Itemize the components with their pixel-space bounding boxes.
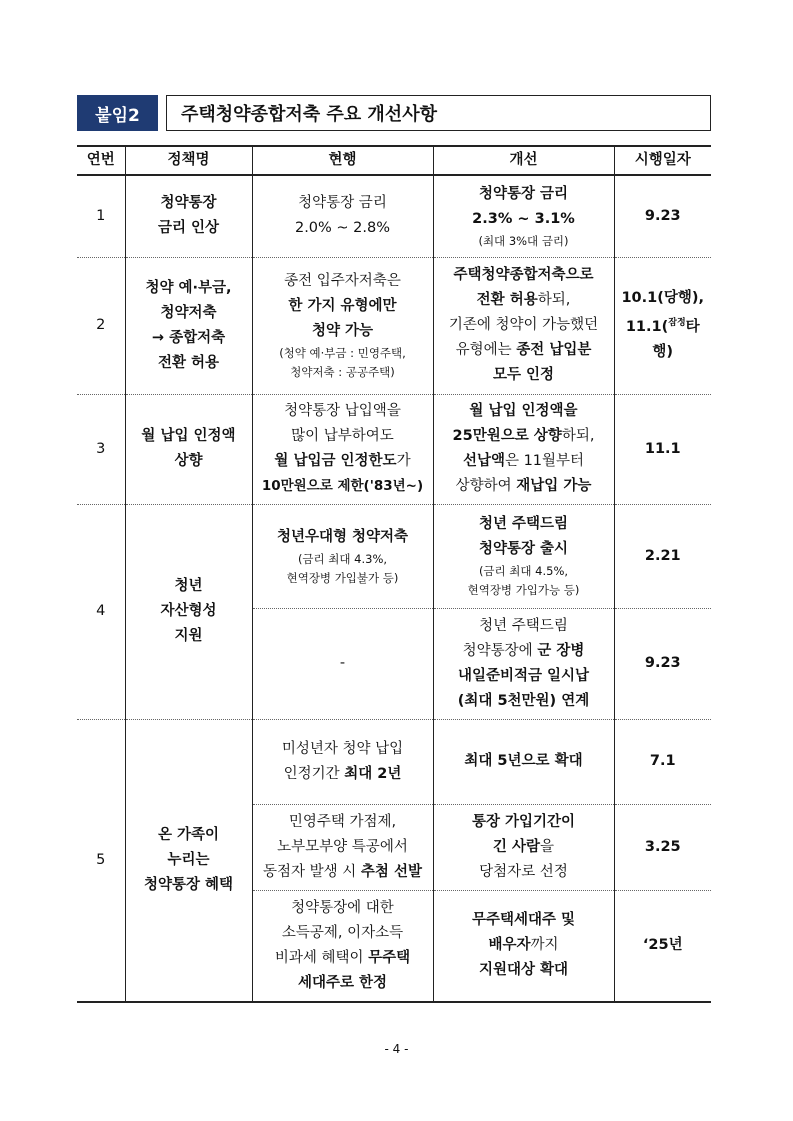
effective-date: 9.23 xyxy=(614,175,711,257)
improved-cell: 주택청약종합저축으로 전환 허용하되, 기존에 청약이 가능했던 유형에는 종전 납입분 모두 인정 xyxy=(433,257,614,394)
improved-cell: 무주택세대주 및 배우자까지 지원대상 확대 xyxy=(433,890,614,1002)
effective-date: 3.25 xyxy=(614,804,711,890)
current-cell: 청년우대형 청약저축 (금리 최대 4.3%, 현역장병 가입불가 등) xyxy=(252,504,433,608)
current-cell: - xyxy=(252,608,433,719)
improved-cell: 월 납입 인정액을 25만원으로 상향하되, 선납액은 11월부터 상향하여 재납입 가능 xyxy=(433,394,614,504)
table-row xyxy=(77,504,711,608)
effective-date: ‘25년 xyxy=(614,890,711,1002)
policy-name: 청년 자산형성 지원 xyxy=(125,504,252,719)
header-date: 시행일자 xyxy=(614,146,711,175)
header-policy: 정책명 xyxy=(125,146,252,175)
improved-cell: 청년 주택드림 청약통장 출시 (금리 최대 4.5%, 현역장병 가입가능 등) xyxy=(433,504,614,608)
table-row xyxy=(77,257,711,394)
page-number: - 4 - xyxy=(384,1042,409,1056)
header-current: 현행 xyxy=(252,146,433,175)
row-number: 1 xyxy=(77,175,125,257)
current-cell: 청약통장 금리 2.0% ~ 2.8% xyxy=(252,175,433,257)
improved-cell: 통장 가입기간이 긴 사람을 당첨자로 선정 xyxy=(433,804,614,890)
effective-date: 10.1(당행), 11.1($^{잠정}$타행) xyxy=(614,257,711,394)
page-header xyxy=(77,95,711,131)
row-number: 4 xyxy=(77,504,125,719)
policy-name: 월 납입 인정액 상향 xyxy=(125,394,252,504)
improvements-table xyxy=(77,145,711,1003)
attachment-badge: 붙임2 xyxy=(77,95,158,131)
effective-date: 9.23 xyxy=(614,608,711,719)
effective-date: 7.1 xyxy=(614,719,711,804)
effective-date: 11.1 xyxy=(614,394,711,504)
table-row xyxy=(77,175,711,257)
table-row xyxy=(77,394,711,504)
row-number: 3 xyxy=(77,394,125,504)
table-header-row xyxy=(77,146,711,175)
improved-cell: 청약통장 금리 2.3% ~ 3.1% (최대 3%대 금리) xyxy=(433,175,614,257)
page-title: 주택청약종합저축 주요 개선사항 xyxy=(166,95,711,131)
header-no: 연번 xyxy=(77,146,125,175)
row-number: 5 xyxy=(77,719,125,1002)
current-cell: 청약통장에 대한 소득공제, 이자소득 비과세 혜택이 무주택 세대주로 한정 xyxy=(252,890,433,1002)
current-cell: 청약통장 납입액을 많이 납부하여도 월 납입금 인정한도가 10만원으로 제한('83년~) xyxy=(252,394,433,504)
current-cell: 민영주택 가점제, 노부모부양 특공에서 동점자 발생 시 추첨 선발 xyxy=(252,804,433,890)
current-cell: 종전 입주자저축은 한 가지 유형에만 청약 가능 (청약 예·부금 : 민영주택, 청약저축 : 공공주택) xyxy=(252,257,433,394)
policy-name: 청약통장 금리 인상 xyxy=(125,175,252,257)
table-row xyxy=(77,719,711,804)
improved-cell: 청년 주택드림 청약통장에 군 장병 내일준비적금 일시납 (최대 5천만원) 연계 xyxy=(433,608,614,719)
current-cell: 미성년자 청약 납입 인정기간 최대 2년 xyxy=(252,719,433,804)
improved-cell: 최대 5년으로 확대 xyxy=(433,719,614,804)
effective-date: 2.21 xyxy=(614,504,711,608)
policy-name: 청약 예·부금, 청약저축 → 종합저축 전환 허용 xyxy=(125,257,252,394)
policy-name: 온 가족이 누리는 청약통장 혜택 xyxy=(125,719,252,1002)
header-improved: 개선 xyxy=(433,146,614,175)
row-number: 2 xyxy=(77,257,125,394)
